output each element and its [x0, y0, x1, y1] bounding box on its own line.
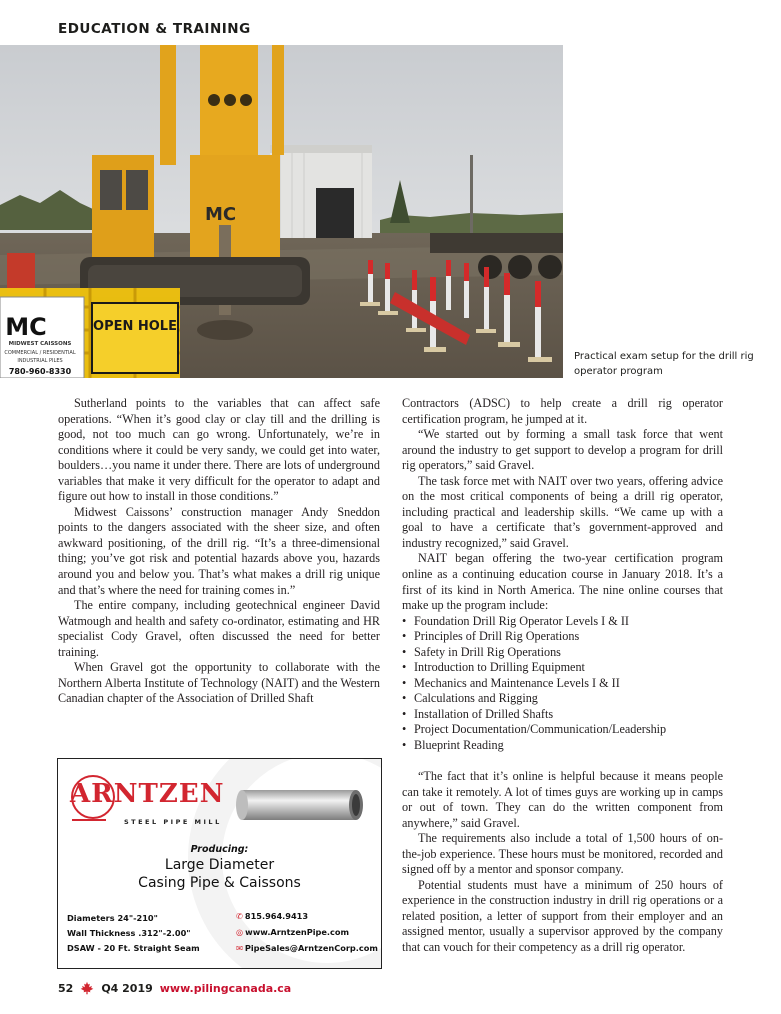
section-label: EDUCATION & TRAINING: [58, 21, 251, 37]
arntzen-advertisement[interactable]: [57, 758, 382, 969]
paragraph: When Gravel got the opportunity to collaborate with the Northern Alberta Institute of Technology (NAIT) and the Western Canadian chapter of the Association of Drilled Shaft: [58, 660, 380, 706]
page-footer: [58, 981, 291, 995]
paragraph: The task force met with NAIT over two years, offering advice on the most critical components of being a drill rig operator, including practical and leadership skills. “We came up with a goal to have a certificate that’s government-approved and industry recognized,” said Gravel.: [402, 473, 723, 550]
banner-services: COMMERCIAL / RESIDENTIAL: [4, 350, 76, 356]
course-item: • Foundation Drill Rig Operator Levels I & II: [402, 614, 723, 630]
ad-headline-2: Casing Pipe & Caissons: [138, 875, 301, 891]
paragraph: Sutherland points to the variables that can affect safe operations. “When it’s good clay or clay till and the drilling is good, not too much can go wrong. Unfortunately, we’re in conditions where it could be very sandy, we could get into water, boulders…you name it under there. There are lots of underground variables that make it very difficult for the operator to adapt and figure out how to install in those conditions.”: [58, 396, 380, 504]
open-hole-sign: OPEN HOLE: [93, 319, 177, 334]
ad-spec-seam: DSAW - 20 Ft. Straight Seam: [67, 943, 200, 953]
paragraph: “We started out by forming a small task force that went around the industry to get support to develop a program for drill rig operators,” said Gravel.: [402, 427, 723, 473]
ad-headline-1: Large Diameter: [164, 857, 275, 873]
maple-leaf-icon: [80, 981, 94, 995]
globe-icon: ◎: [236, 927, 244, 937]
banner-services-2: INDUSTRIAL PILES: [17, 358, 63, 364]
brand-subtitle: STEEL PIPE MILL: [124, 818, 222, 826]
email-icon: ✉: [236, 943, 243, 953]
email-text: PipeSales@ArntzenCorp.com: [244, 943, 378, 953]
ad-producing: Producing:: [190, 844, 249, 855]
page-number: 52: [58, 981, 74, 995]
phone-icon: ✆: [236, 911, 243, 921]
paragraph: The requirements also include a total of 1,500 hours of on-the-job experience. These hours must be monitored, recorded and signed off by a mentor and sponsor company.: [402, 831, 723, 877]
banner-logo: MC: [5, 313, 47, 341]
course-item: • Safety in Drill Rig Operations: [402, 645, 723, 661]
drill-rig-photo: [0, 45, 563, 378]
article-column-right: [402, 396, 723, 754]
course-item: • Installation of Drilled Shafts: [402, 707, 723, 723]
paragraph: The entire company, including geotechnical engineer David Watmough and health and safety co-ordinator, estimating and HR specialist Cody Gravel, often discussed the need for better training.: [58, 598, 380, 659]
ad-phone[interactable]: [236, 911, 308, 921]
issue-label: Q4 2019: [101, 981, 153, 995]
website-text: www.ArntzenPipe.com: [245, 927, 350, 937]
course-list: [402, 614, 723, 754]
ad-spec-diameters: Diameters 24"-210": [67, 913, 158, 923]
ad-spec-wall: Wall Thickness .312"-2.00": [67, 928, 191, 938]
paragraph: Midwest Caissons’ construction manager Andy Sneddon points to the dangers associated with the sheer size, and often awkward positioning, of the drill rig. “It’s a three-dimensional thing; you’ve got risk and potential hazards above you, hazards around you and below you. That’s what makes a drill rig unique and that’s where the need for training comes in.”: [58, 504, 380, 597]
paragraph: “The fact that it’s online is helpful because it means people can take it remotely. A lot of times guys are working up in camps or out of town. They can do the written component from anywhere,” said Gravel.: [402, 769, 723, 830]
photo-caption: Practical exam setup for the drill rig operator program: [574, 351, 754, 377]
banner-company: MIDWEST CAISSONS: [8, 341, 72, 347]
article-column-left: [58, 396, 380, 707]
paragraph: Potential students must have a minimum of 250 hours of experience in the construction industry in drill rig operations or a related position, a letter of support from their employer and an assigned mentor, usually a supervisor approved by the company that can vouch for their competency as a drill rig operator.: [402, 877, 723, 955]
rig-letters: MC: [205, 204, 237, 225]
website-link[interactable]: www.pilingcanada.ca: [159, 981, 292, 995]
paragraph: NAIT began offering the two-year certification program online as a continuing education course in January 2018. It’s a first of its kind in North America. The nine online courses that make up the program include:: [402, 551, 723, 613]
paragraph-continued: Contractors (ADSC) to help create a drill rig operator certification program, he jumped at it.: [402, 396, 723, 426]
ad-email[interactable]: [236, 943, 378, 953]
course-item: • Project Documentation/Communication/Leadership: [402, 722, 723, 738]
course-item: • Mechanics and Maintenance Levels I & II: [402, 676, 723, 692]
course-item: • Principles of Drill Rig Operations: [402, 629, 723, 645]
course-item: • Blueprint Reading: [402, 738, 723, 754]
banner-phone: 780-960-8330: [8, 367, 72, 376]
phone-text: 815.964.9413: [244, 911, 309, 921]
ad-website[interactable]: [236, 927, 349, 937]
pipe-illustration: [236, 788, 364, 822]
course-item: • Calculations and Rigging: [402, 691, 723, 707]
brand-logo: ARNTZEN: [70, 779, 225, 809]
brand-logo-line: [72, 819, 106, 821]
article-column-right-closing: [402, 769, 723, 956]
course-item: • Introduction to Drilling Equipment: [402, 660, 723, 676]
